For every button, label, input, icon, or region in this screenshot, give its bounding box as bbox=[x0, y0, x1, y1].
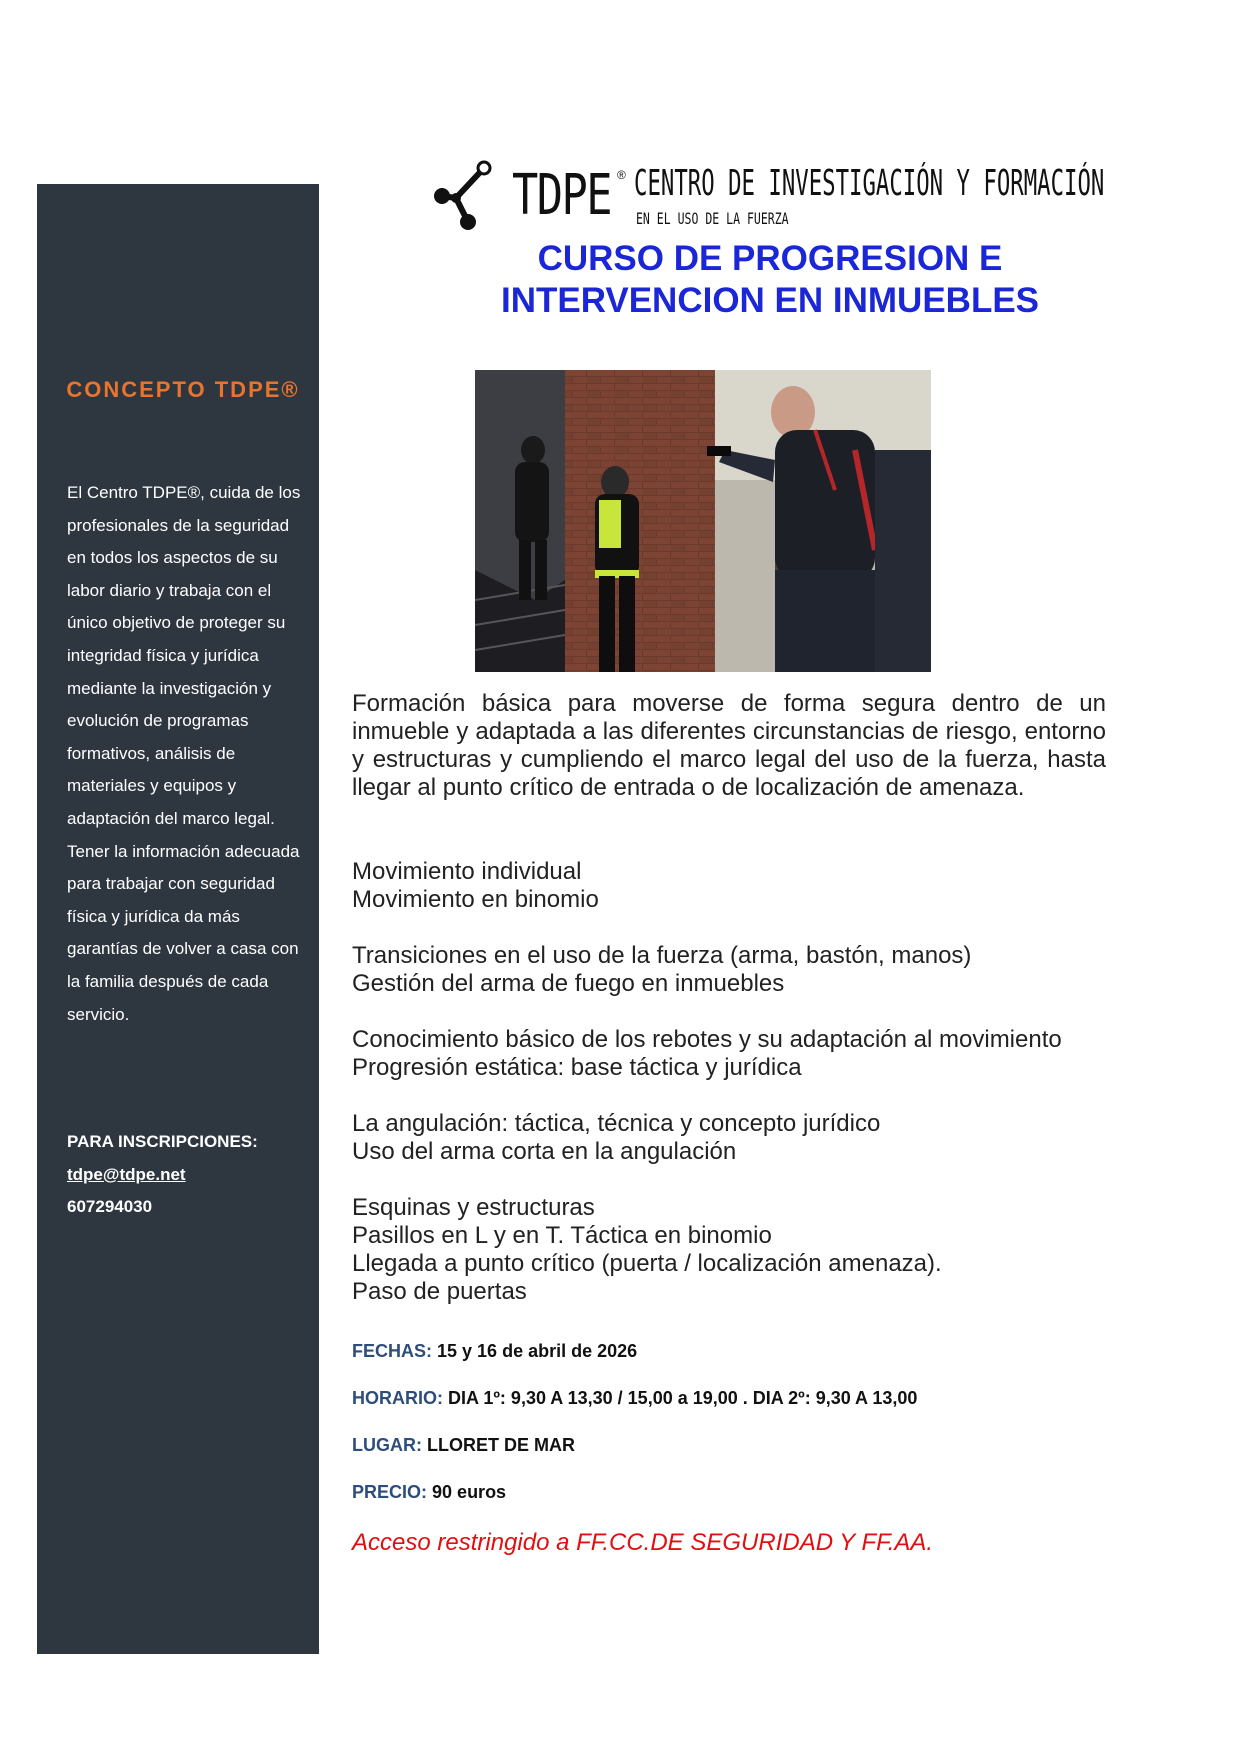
course-info bbox=[352, 1340, 1112, 1528]
dates-value: 15 y 16 de abril de 2026 bbox=[437, 1341, 638, 1361]
schedule-value: DIA 1º: 9,30 A 13,30 / 15,00 a 19,00 . DIA 2º: 9,30 A 13,00 bbox=[448, 1388, 918, 1408]
info-price bbox=[352, 1481, 1112, 1528]
place-label: LUGAR: bbox=[352, 1435, 422, 1455]
list-item: Conocimiento básico de los rebotes y su adaptación al movimiento bbox=[352, 1026, 1062, 1053]
list-item: Uso del arma corta en la angulación bbox=[352, 1138, 737, 1165]
topic-group bbox=[352, 1110, 1112, 1166]
logo-center-name: CENTRO DE INVESTIGACIÓN Y FORMACIÓN bbox=[634, 163, 1105, 204]
topic-group bbox=[352, 942, 1112, 998]
logo-registered: ® bbox=[617, 168, 626, 182]
list-item: Movimiento individual bbox=[352, 858, 582, 885]
list-item: Paso de puertas bbox=[352, 1278, 527, 1305]
price-label: PRECIO: bbox=[352, 1482, 428, 1502]
info-dates bbox=[352, 1340, 1112, 1387]
dates-label: FECHAS: bbox=[352, 1341, 432, 1361]
contact-email-link[interactable]: tdpe@tdpe.net bbox=[67, 1164, 186, 1184]
list-item: Movimiento en binomio bbox=[352, 886, 599, 913]
course-title bbox=[430, 238, 1110, 322]
tdpe-logo bbox=[432, 160, 1122, 236]
list-item: Gestión del arma de fuego en inmuebles bbox=[352, 970, 785, 997]
list-item: Pasillos en L y en T. Táctica en binomio bbox=[352, 1222, 772, 1249]
topic-group bbox=[352, 1026, 1112, 1082]
topic-group bbox=[352, 1194, 1112, 1306]
contact-phone: 607294030 bbox=[67, 1197, 153, 1216]
list-item: Transiciones en el uso de la fuerza (arma, bastón, manos) bbox=[352, 942, 972, 969]
training-photo bbox=[475, 370, 931, 672]
sidebar-description-text: El Centro TDPE®, cuida de los profesionales de la seguridad en todos los aspectos de su labor diario y trabaja con el único objetivo de proteger su integridad física y jurídica mediante la investigación y evolución de programas formativos, análisis de materiales y equipos y adaptación del marco legal. Tener la información adecuada para trabajar con seguridad física y jurídica da más garantías de volver a casa con la familia después de cada servicio. bbox=[67, 483, 301, 1024]
topic-list bbox=[352, 858, 1112, 1334]
list-item: Progresión estática: base táctica y jurídica bbox=[352, 1054, 802, 1081]
course-title-line1: CURSO DE PROGRESION E bbox=[537, 239, 1003, 278]
course-title-line2: INTERVENCION EN INMUEBLES bbox=[500, 281, 1040, 320]
price-value: 90 euros bbox=[432, 1482, 507, 1502]
list-item: Esquinas y estructuras bbox=[352, 1194, 595, 1221]
info-place bbox=[352, 1434, 1112, 1481]
sidebar-contact bbox=[67, 1126, 305, 1224]
info-schedule bbox=[352, 1387, 1112, 1434]
molecule-logo-icon bbox=[432, 160, 494, 232]
sidebar-heading: CONCEPTO TDPE® bbox=[66, 377, 300, 402]
course-description: Formación básica para moverse de forma segura dentro de un inmueble y adaptada a las diferentes circunstancias de riesgo, entorno y estructuras y cumpliendo el marco legal del uso de la fuerza, hasta llegar al punto crítico de entrada o de localización de amenaza. bbox=[352, 690, 1106, 801]
logo-subtitle: EN EL USO DE LA FUERZA bbox=[636, 209, 789, 228]
list-item: La angulación: táctica, técnica y concepto jurídico bbox=[352, 1110, 881, 1137]
logo-brand: TDPE bbox=[512, 163, 611, 228]
sidebar-description bbox=[67, 477, 305, 1031]
training-photo-illustration bbox=[475, 370, 931, 672]
topic-group bbox=[352, 858, 1112, 914]
schedule-label: HORARIO: bbox=[352, 1388, 443, 1408]
restricted-access-notice: Acceso restringido a FF.CC.DE SEGURIDAD Y FF.AA. bbox=[352, 1529, 934, 1556]
list-item: Llegada a punto crítico (puerta / localización amenaza). bbox=[352, 1250, 942, 1277]
contact-label: PARA INSCRIPCIONES: bbox=[67, 1132, 258, 1151]
place-value: LLORET DE MAR bbox=[427, 1435, 576, 1455]
